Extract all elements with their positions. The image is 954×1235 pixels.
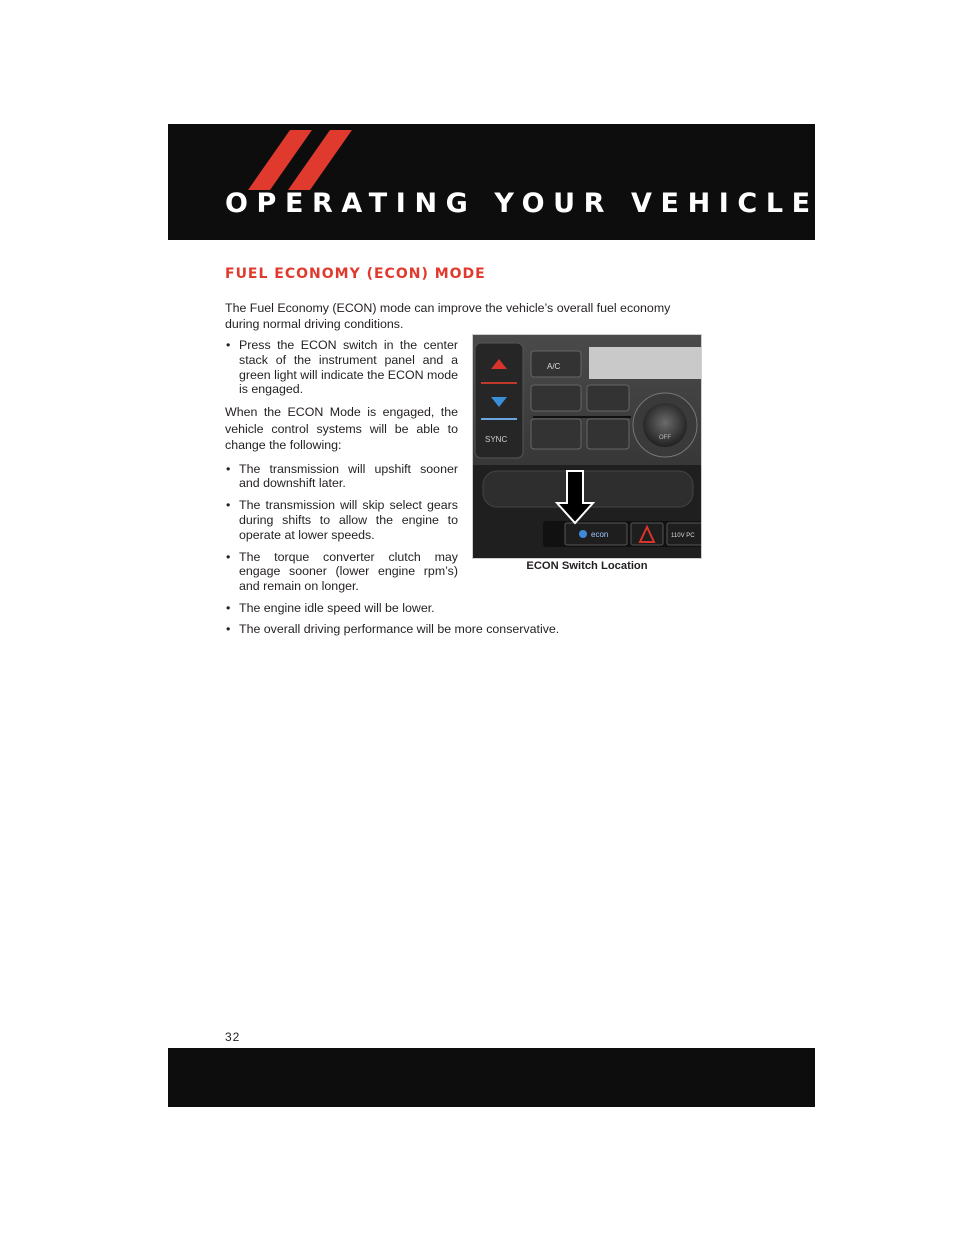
sync-label: SYNC (485, 435, 508, 444)
outlet-label: 110V PC (671, 533, 695, 539)
list-item: • The torque converter clutch may engage sooner (lower engine rpm’s) and remain on longer. (225, 550, 458, 594)
figure-caption: ECON Switch Location (526, 560, 648, 572)
list-item: • The transmission will skip select gears during shifts to allow the engine to operate at lower speeds. (225, 498, 458, 542)
section-title: OPERATING YOUR VEHICLE (225, 188, 819, 219)
list-item: • The transmission will upshift sooner and downshift later. (225, 462, 458, 492)
effects-list-narrow (225, 462, 458, 594)
list-item: • Press the ECON switch in the center stack of the instrument panel and a green light will indicate the ECON mode is engaged. (225, 338, 458, 397)
list-item: • The engine idle speed will be lower. (225, 601, 703, 616)
off-label: OFF (659, 435, 671, 441)
header-band (168, 124, 819, 240)
footer-band (168, 1048, 815, 1107)
article-heading: FUEL ECONOMY (ECON) MODE (225, 266, 486, 282)
left-column (225, 338, 458, 594)
intro-paragraph: The Fuel Economy (ECON) mode can improve the vehicle’s overall fuel economy during normal driving conditions. (225, 301, 671, 331)
list-item: • The overall driving performance will be more conservative. (225, 622, 703, 637)
ac-label: A/C (547, 362, 561, 371)
effects-list-wide (225, 601, 703, 637)
when-engaged-paragraph: When the ECON Mode is engaged, the vehicle control systems will be able to change the following: (225, 405, 458, 453)
econ-switch-photo (472, 334, 702, 559)
econ-label: econ (591, 530, 609, 539)
brand-stripes-icon (248, 130, 358, 190)
page-number: 32 (225, 1030, 241, 1044)
step-list (225, 338, 458, 397)
